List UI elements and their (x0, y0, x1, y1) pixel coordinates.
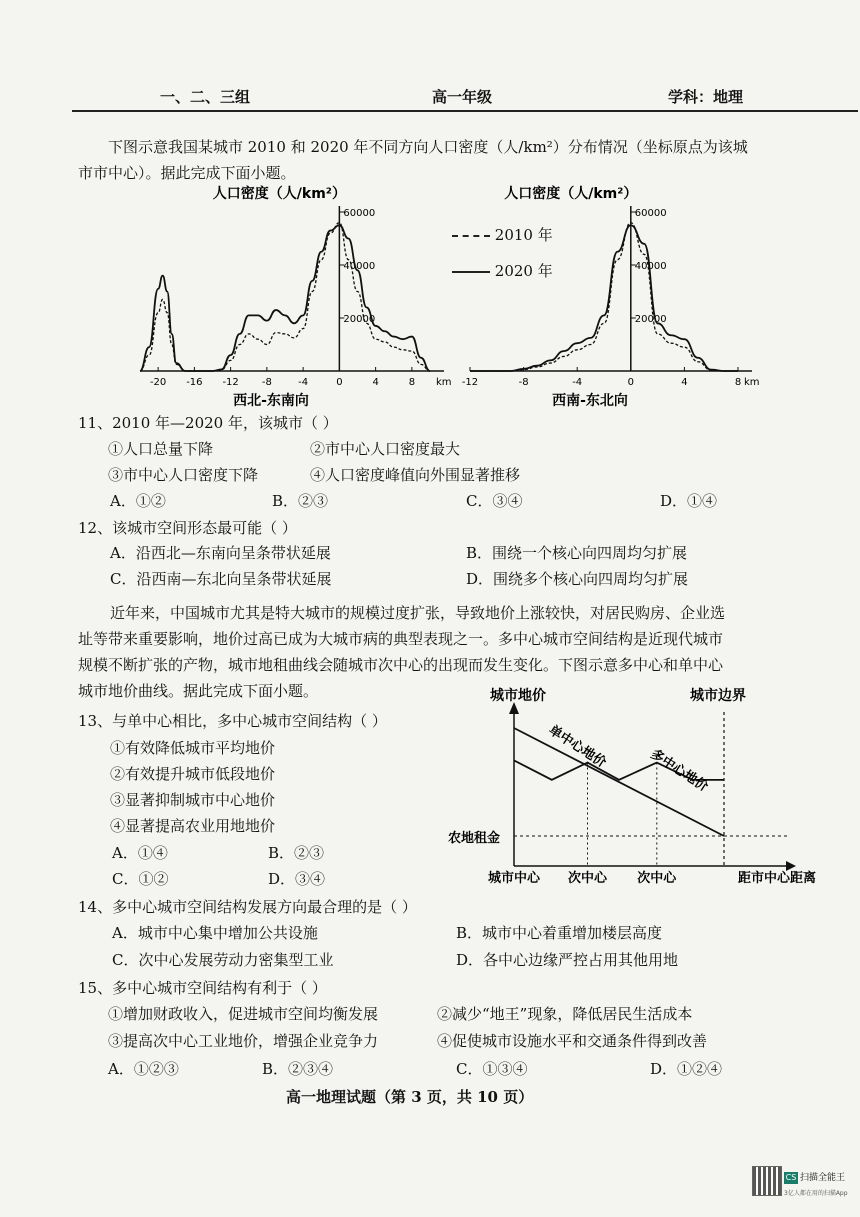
q11-option-b[interactable]: B．②③ (272, 492, 329, 510)
legend-2020-label: 2020 年 (494, 262, 553, 280)
chart-title: 人口密度（人/km²） (212, 186, 346, 202)
x-tick-label: 0 (627, 377, 634, 388)
q15-s3: ③提高次中心工业地价，增强企业竞争力 (108, 1032, 379, 1050)
chart-land-price (448, 687, 816, 886)
x-tick-label: 4 (681, 377, 688, 388)
q14-option-a[interactable]: A．城市中心集中增加公共设施 (112, 924, 318, 942)
q12-option-b[interactable]: B．围绕一个核心向四周均匀扩展 (466, 544, 688, 562)
q12-option-c[interactable]: C．沿西南—东北向呈条带状延展 (110, 570, 332, 588)
y-tick-label: 40000 (343, 261, 376, 272)
q11-s2: ②市中心人口密度最大 (310, 440, 461, 458)
x-tick-label: -8 (261, 377, 272, 388)
intro2-line2: 址等带来重要影响，地价过高已成为大城市病的典型表现之一。多中心城市空间结构是近现代城市 (78, 630, 724, 648)
boundary-label: 城市边界 (690, 688, 746, 704)
x-tick-label: -4 (572, 377, 583, 388)
q13-option-b[interactable]: B．②③ (268, 844, 325, 862)
x-tick-label: -16 (186, 377, 203, 388)
q15-option-c[interactable]: C．①③④ (456, 1060, 528, 1078)
camscanner-logo-icon: CS (785, 1173, 797, 1182)
x-axis-label: 西南-东北向 (552, 393, 628, 409)
x-tick-label: -20 (149, 377, 167, 388)
q13-option-c[interactable]: C．①② (112, 870, 169, 888)
qr-code-icon (752, 1166, 782, 1196)
x-category-label: 次中心 (567, 871, 608, 886)
q14-option-d[interactable]: D．各中心边缘严控占用其他用地 (456, 951, 679, 969)
q15-option-a[interactable]: A．①②③ (108, 1060, 179, 1078)
q13-option-d[interactable]: D．③④ (268, 870, 326, 888)
header-subject: 学科：地理 (668, 88, 744, 106)
y-tick-label: 20000 (343, 314, 376, 325)
series-line-2020 (470, 225, 738, 371)
q15-option-b[interactable]: B．②③④ (262, 1060, 334, 1078)
legend-solid-line (452, 271, 490, 273)
x-tick-label: 8 (734, 377, 742, 388)
legend-2010-label: 2010 年 (494, 226, 553, 244)
intro1-line2: 市市中心）。据此完成下面小题。 (78, 164, 296, 182)
x-category-label: 次中心 (637, 871, 677, 886)
q12-option-a[interactable]: A．沿西北—东南向呈条带状延展 (110, 544, 331, 562)
intro2-line1: 近年来，中国城市尤其是特大城市的规模过度扩张，导致地价上涨较快，对居民购房、企业选 (110, 604, 726, 622)
q13-s1: ①有效降低城市平均地价 (110, 739, 276, 757)
camscanner-subtitle: 3亿人都在用的扫描App (784, 1190, 848, 1197)
x-unit-label: km (744, 377, 760, 388)
header-grade: 高一年级 (432, 88, 493, 106)
x-axis-label: 西北-东南向 (233, 393, 309, 409)
legend-2010 (452, 224, 553, 245)
q13-option-a[interactable]: A．①④ (112, 844, 168, 862)
chart-title: 人口密度（人/km²） (504, 186, 638, 202)
y-tick-label: 60000 (634, 208, 667, 219)
intro1-line1: 下图示意我国某城市 2010 和 2020 年不同方向人口密度（人/km²）分布情况（坐标原点为该城 (108, 138, 748, 156)
q12-option-d[interactable]: D．围绕多个核心向四周均匀扩展 (466, 570, 689, 588)
page-footer: 高一地理试题（第 3 页，共 10 页） (286, 1088, 534, 1106)
q13-stem: 13、与单中心相比，多中心城市空间结构（ ） (78, 712, 387, 730)
x-tick-label: 4 (372, 377, 379, 388)
series-line-2020 (140, 225, 430, 371)
x-tick-label: -12 (222, 377, 239, 388)
q13-s2: ②有效提升城市低段地价 (110, 765, 276, 783)
chart-title: 城市地价 (490, 688, 546, 704)
q11-option-a[interactable]: A．①② (110, 492, 166, 510)
x-tick-label: -8 (518, 377, 529, 388)
chart-northwest-southeast (140, 185, 452, 409)
chart-southwest-northeast (462, 185, 760, 409)
x-tick-label: 8 (408, 377, 416, 388)
q15-s1: ①增加财政收入，促进城市空间均衡发展 (108, 1005, 379, 1023)
q13-s3: ③显著抑制城市中心地价 (110, 791, 276, 809)
y-tick-label: 60000 (343, 208, 376, 219)
x-axis-label: 距市中心距离 (738, 871, 817, 886)
x-category-label: 城市中心 (487, 871, 541, 886)
x-unit-label: km (436, 377, 452, 388)
camscanner-title: 扫描全能王 (800, 1173, 846, 1183)
series-line-2010 (140, 223, 430, 371)
q11-s4: ④人口密度峰值向外围显著推移 (310, 466, 521, 484)
x-tick-label: 0 (336, 377, 343, 388)
mono-center-label: 单中心地价 (545, 722, 609, 771)
q12-stem: 12、该城市空间形态最可能（ ） (78, 519, 297, 537)
q15-stem: 15、多中心城市空间结构有利于（ ） (78, 979, 327, 997)
q14-option-c[interactable]: C．次中心发展劳动力密集型工业 (112, 951, 334, 969)
intro2-line3: 规模不断扩张的产物，城市地租曲线会随城市次中心的出现而发生变化。下图示意多中心和单中心 (78, 656, 724, 674)
legend-dashed-line (452, 235, 490, 237)
q14-stem: 14、多中心城市空间结构发展方向最合理的是（ ） (78, 898, 417, 916)
q15-s4: ④促使城市设施水平和交通条件得到改善 (437, 1032, 708, 1050)
q15-option-d[interactable]: D．①②④ (650, 1060, 723, 1078)
intro2-line4: 城市地价曲线。据此完成下面小题。 (78, 682, 319, 700)
q11-s3: ③市中心人口密度下降 (108, 466, 259, 484)
x-tick-label: -12 (461, 377, 479, 388)
x-tick-label: -4 (298, 377, 309, 388)
legend-2020 (452, 260, 553, 281)
q11-s1: ①人口总量下降 (108, 440, 214, 458)
x-axis-arrow (786, 861, 796, 871)
farmland-label: 农地租金 (448, 831, 501, 846)
q11-option-d[interactable]: D．①④ (660, 492, 718, 510)
q11-stem: 11、2010 年—2020 年，该城市（ ） (78, 414, 338, 432)
q14-option-b[interactable]: B．城市中心着重增加楼层高度 (456, 924, 663, 942)
poly-center-label: 多中心地价 (647, 746, 711, 795)
y-tick-label: 20000 (634, 314, 667, 325)
y-tick-label: 40000 (634, 261, 667, 272)
q13-s4: ④显著提高农业用地地价 (110, 817, 276, 835)
q11-option-c[interactable]: C．③④ (466, 492, 523, 510)
header-group: 一、二、三组 (160, 88, 251, 106)
q15-s2: ②减少“地王”现象，降低居民生活成本 (437, 1005, 693, 1023)
